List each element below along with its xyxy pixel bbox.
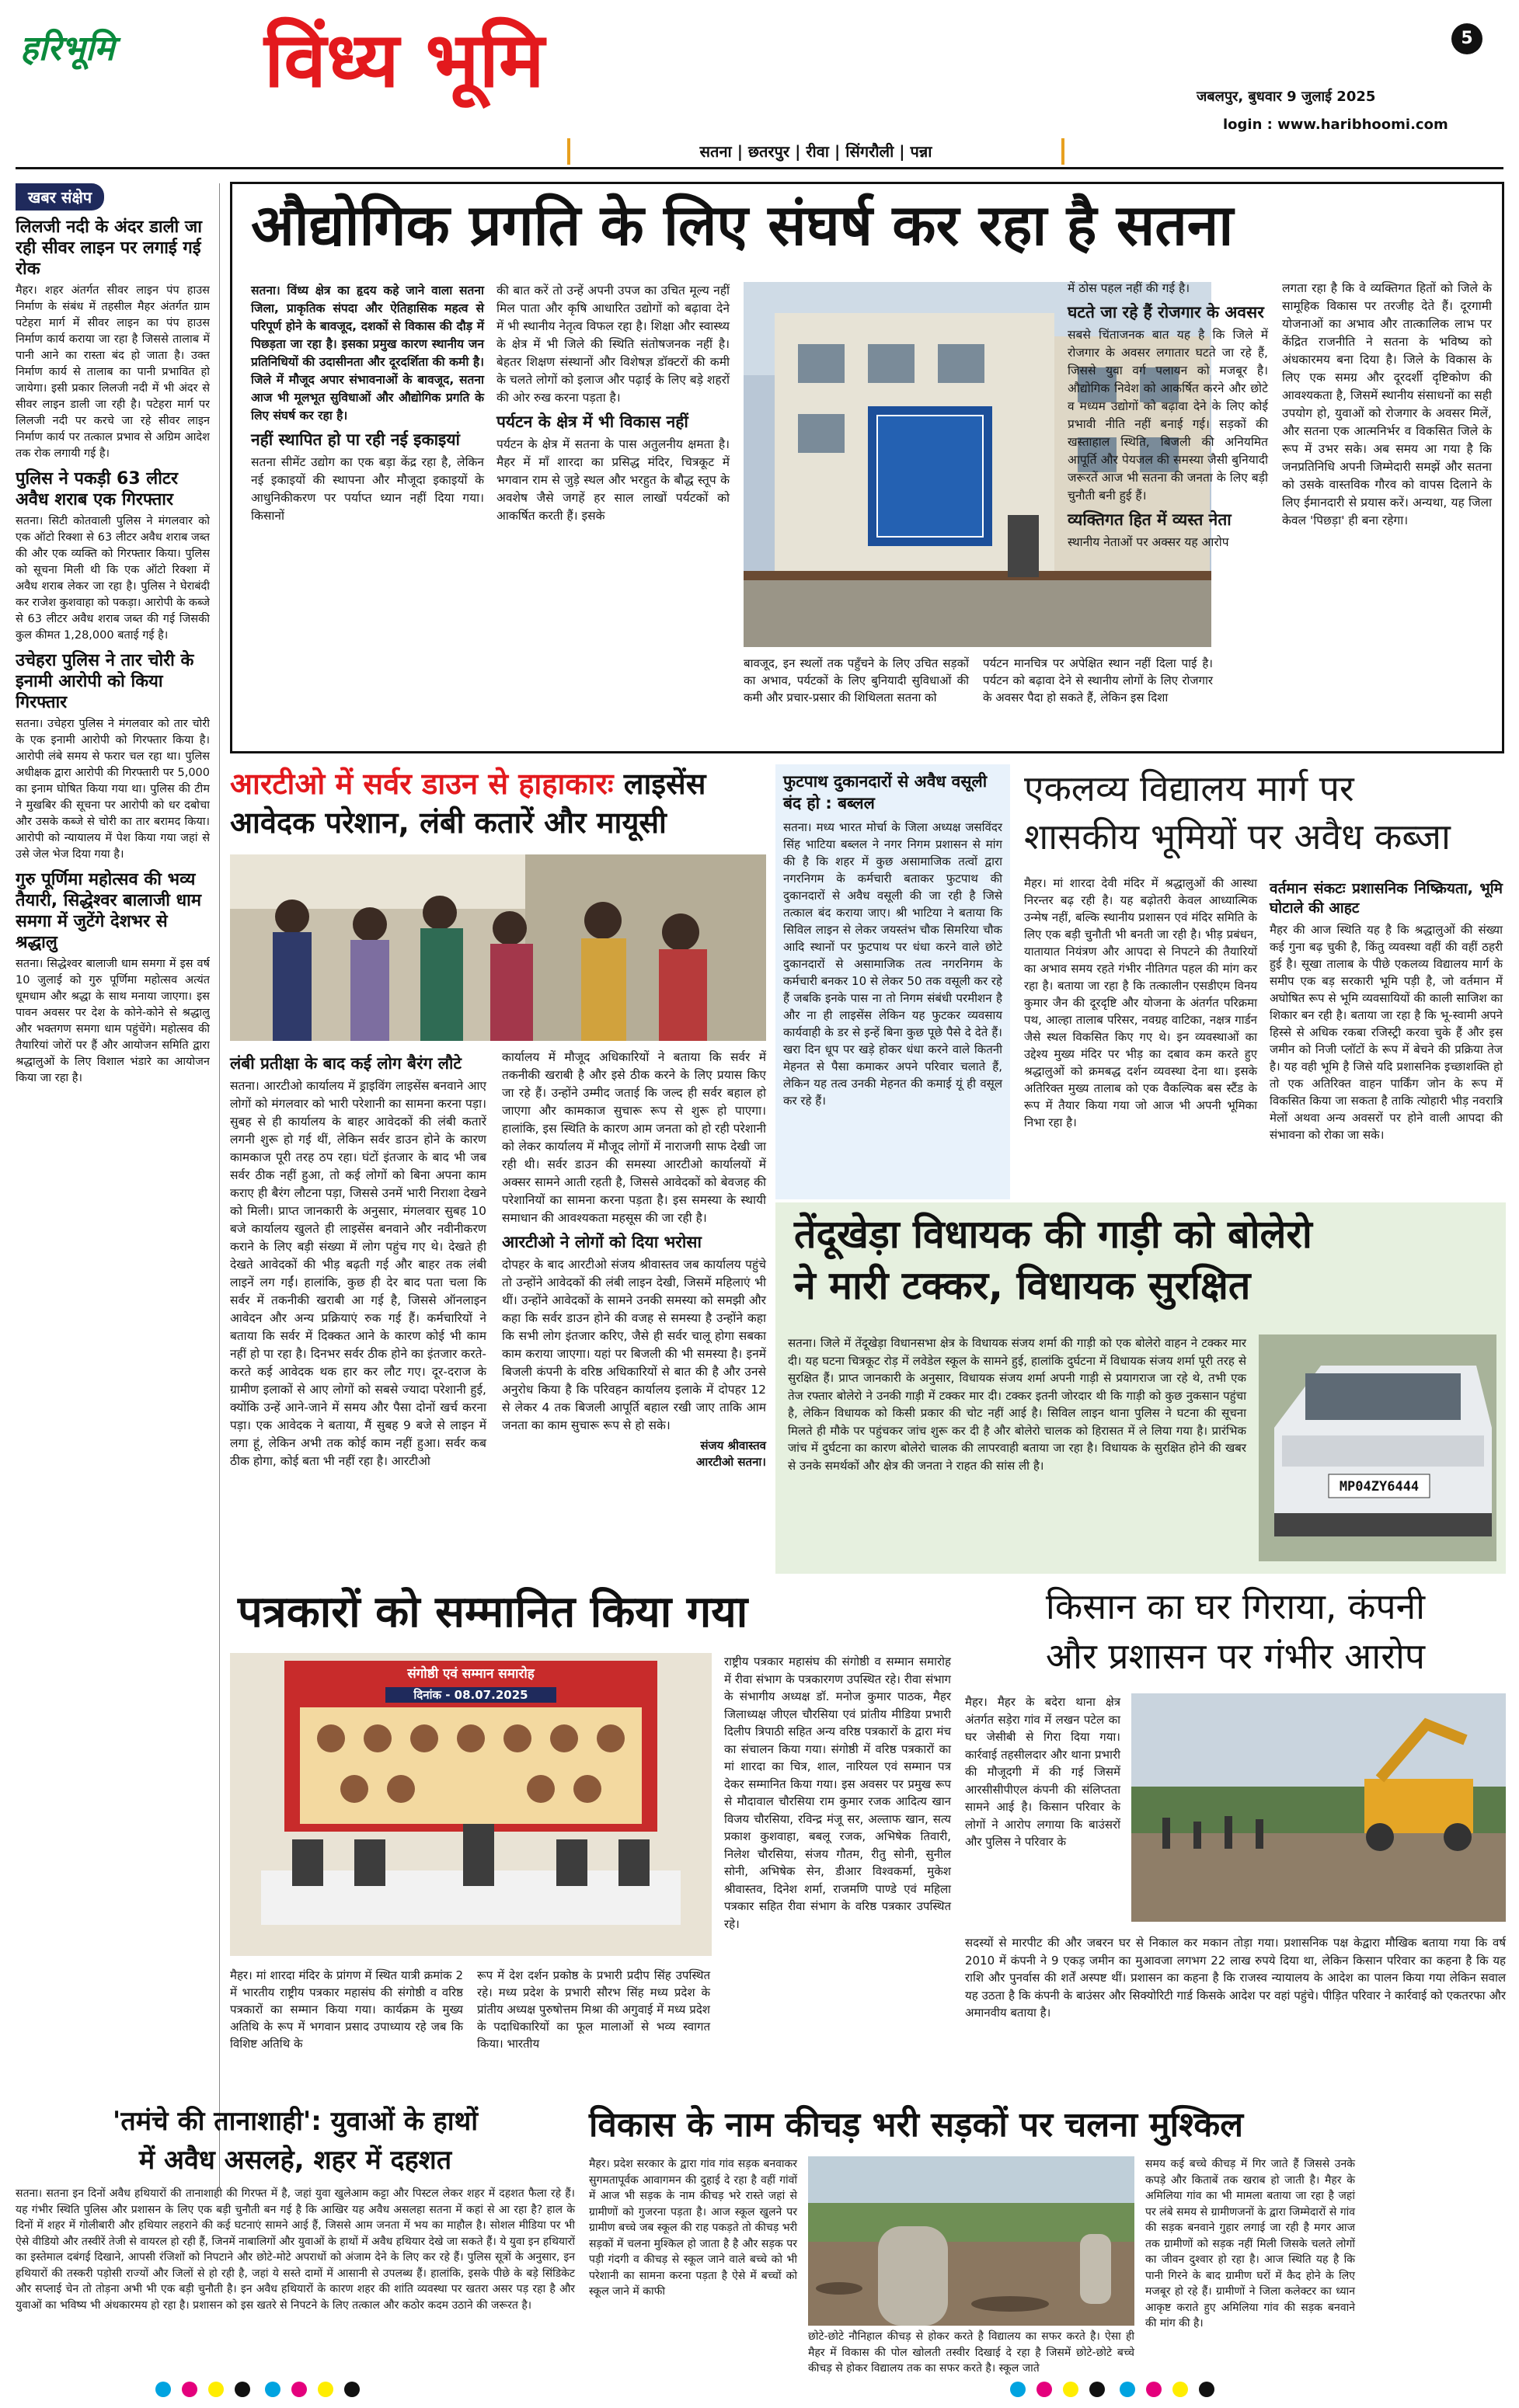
eklavya-headline <box>1024 764 1506 861</box>
rto-sub-1: लंबी प्रतीक्षा के बाद कई लोग बैरंग लौटे <box>230 1054 462 1073</box>
lead-col3b: में ठोस पहल नहीं की गई है। <box>1068 281 1190 295</box>
farmer-col1: मैहर। मैहर के बदेरा थाना क्षेत्र अंतर्गत सड़ेरा गांव में लखन पटेल का घर जेसीबी से गिरा दिया गया। कार्रवाई तहसीलदार और थाना प्रभारी की मौजूदगी में की गई जिसमें आरसीसीपीएल कंपनी की संलिप्तता सामने आई है। किसान परिवार के लोगों ने आरोप लगाया कि बाउंसरों और पुलिस ने परिवार के <box>965 1695 1120 1849</box>
eklavya-col-2 <box>1270 875 1503 1147</box>
road-col-3 <box>1145 2156 1355 2335</box>
rto-headline-black-a: लाइसेंस <box>623 767 706 801</box>
rto-byline-name: संजय श्रीवास्तव <box>700 1439 766 1453</box>
sidebar-divider <box>219 183 220 2187</box>
farmer-headline <box>965 1582 1506 1681</box>
sidebar-item-title: लिलजी नदी के अंदर डाली जा रही सीवर लाइन पर लगाई गई रोक <box>16 217 202 279</box>
lead-photo-caption-b: पर्यटन मानचित्र पर अपेक्षित स्थान नहीं दिला पाई है। पर्यटन को बढ़ावा देने से स्थानीय लोगों के लिए रोजगार के अवसर पैदा हो सकते हैं, लेकिन इस दिशा <box>983 656 1213 705</box>
masthead <box>0 0 1519 172</box>
masthead-rule <box>16 167 1503 169</box>
rto-byline-role: आरटीओ सतना। <box>695 1455 766 1469</box>
eklavya-col1: मैहर। मां शारदा देवी मंदिर में श्रद्धालुओं की आस्था निरन्तर बढ़ रही है। यह बढ़ोतरी केवल आध्यात्मिक उन्मेष नहीं, बल्कि स्थानीय प्रशासन एवं मंदिर समिति के लिए एक बड़ी चुनौती भी बनती जा रही है। भीड़ प्रबंधन, यातायात नियंत्रण और आपदा से निपटने की तैयारियों का अभाव समय रहते गंभीर नीतिगत पहल की मांग कर रहा है। बताया जा रहा है कि तत्कालीन एसडीएम विनय कुमार जैन की दूरदृष्टि और योजना के अंतर्गत परिक्रमा पथ, आल्हा तालाब परिसर, नवग्रह वाटिका, नक्षत्र गार्डन जैसे स्थल विकसित किए गए थे। इन व्यवस्थाओं का उद्देश्य मुख्य मंदिर पर भीड़ का दबाव कम करते हुए श्रद्धालुओं को क्रमबद्ध दर्शन व्यवस्था देना था। इसके अतिरिक्त मुख्य तालाब को एक वैकल्पिक बस स्टैंड के रूप में तैयार किया गया जो आज भी अपनी भूमिका निभा रहा है। <box>1024 876 1257 1129</box>
road-col1: मैहर। प्रदेश सरकार के द्वारा गांव गांव सड़क बनवाकर सुगमतापूर्वक आवागमन की दुहाई दे रहा है वहीं गांवों में आज भी सड़क के नाम कीचड़ भरे रास्ते जहां से ग्रामीणों को गुजरना पड़ता है। आज स्कूल खुलने पर ग्रामीण बच्चे जब स्कूल की राह पकड़ते तो कीचड़ भरी सड़कों में चलना मुश्किल हो जाता है है और सड़क पर पड़ी गंदगी व कीचड़ से स्कूल जाने वाले बच्चे को भी परेशानी का सामना करना पड़ता है ऐसे में बच्चों को स्कूल जाने में काफी <box>589 2158 797 2298</box>
sidebar-item-title: उचेहरा पुलिस ने तार चोरी के इनामी आरोपी को किया गिरफ्तार <box>16 651 194 712</box>
road-col-2 <box>808 2329 1134 2380</box>
mla-headline-a: तेंदूखेड़ा विधायक की गाड़ी को बोलेरो <box>794 1212 1312 1257</box>
rto-sub-2: आरटीओ ने लोगों को दिया भरोसा <box>502 1233 702 1251</box>
footer-print-marks <box>0 2377 1519 2405</box>
sidebar-item-text: मैहर। शहर अंतर्गत सीवर लाइन पंप हाउस निर्माण के संबंध में तहसील मैहर अंतर्गत ग्राम पटेहरा मार्ग में सीवर लाइन का पंप हाउस निर्माण कार्य कराया जा रहा है जिससे तालाब में पानी आने का रास्ता बंद हो जाता है। उक्त निर्माण कार्य से तालाब का पानी प्रभावित हो जायेगा। इसी प्रकार लिलजी नदी में भी अंदर से सीवर लाइन डाली जा रही है। पटेहरा मार्ग पर लिलजी नदी पर करचे जा रहे सीवर लाइन निर्माण कार्य पर तत्काल प्रभाव से अग्रिम आदेश तक रोक लगायी गई है। <box>16 284 210 460</box>
edition-date: जबलपुर, बुधवार 9 जुलाई 2025 <box>1197 89 1376 105</box>
journalists-photo <box>230 1653 712 1956</box>
mla-text: सतना। जिले में तेंदूखेड़ा विधानसभा क्षेत्र के विधायक संजय शर्मा की गाड़ी को एक बोलेरो वाहन ने टक्कर मार दी। यह घटना चित्रकूट रोड़ में लवेडेल स्कूल के सामने हुई, हालांकि दुर्घटना में विधायक संजय शर्मा पूरी तरह से सुरक्षित हैं। प्राप्त जानकारी के अनुसार, विधायक संजय शर्मा अपनी गाड़ी से प्रयागराज जा रहे थे, तभी एक तेज रफ्तार बोलेरो ने उनकी गाड़ी में टक्कर मार दी। टक्कर इतनी जोरदार थी कि गाड़ी को कुछ नुकसान पहुंचा है, लेकिन विधायक को किसी प्रकार की चोट नहीं आई है। सिविल लाइन थाना पुलिस ने घटना की सूचना मिलते ही मौके पर पहुंचकर जांच शुरू कर दी है और बोलेरो चालक को हिरासत में ले लिया गया है। प्रारंभिक जांच में दुर्घटना का कारण बोलेरो चालक की लापरवाही बताया जा रहा है। विधायक के सुरक्षित होने की खबर से उनके समर्थकों और क्षेत्र की जनता ने राहत की सांस ली है। <box>788 1336 1246 1473</box>
gun-headline-a: 'तमंचे की तानाशाही': युवाओं के हाथों <box>112 2106 479 2137</box>
sidebar-label: खबर संक्षेप <box>16 183 104 211</box>
rto-col2b: दोपहर के बाद आरटीओ संजय श्रीवास्तव जब कार्यालय पहुंचे तो उन्होंने आवेदकों की लंबी लाइन देखी, जिसमें महिलाएं भी थीं। उन्होंने आवेदकों के सामने उनकी समस्या को समझी और कहा कि सर्वर डाउन होने की वजह से समस्या है उन्होंने कहा कि सभी लोग इंतजार करिए, जैसे ही सर्वर चालू होगा सबका काम कराया जाएगा। यहां पर बिजली की भी समस्या है। इनमें बिजली कंपनी के वरिष्ठ अधिकारियों से बात की है और उनसे अनुरोध किया है कि परिवहन कार्यालय इलाके में दोपहर 12 से लेकर 4 तक बिजली आपूर्ति बहाल रखी जाए ताकि आम जनता का काम सुचारू रूप से हो सके। <box>502 1258 766 1432</box>
lead-sub-4: व्यक्तिगत हित में व्यस्त नेता <box>1068 510 1232 529</box>
damaged-car-illustration <box>1259 1334 1496 1561</box>
footpath-text: सतना। मध्य भारत मोर्चा के जिला अध्यक्ष जसविंदर सिंह भाटिया बब्लल ने नगर निगम प्रशासन से मांग की है कि शहर में कुछ असामाजिक तत्वों द्वारा नगरनिगम के कर्मचारी बताकर फुटपाथ की दुकानदारों से अवैध वसूली की जा रही है जिसे तत्काल बंद कराया जाए। श्री भाटिया ने बताया कि सिविल लाइन से लेकर जयस्तंभ चौक सिमरिया चौक आदि स्थानों पर फुटपाथ पर धंधा करने वाले छोटे दुकानदारों से असामाजिक तत्व नगरनिगम के कर्मचारी बनकर 10 से लेकर 50 तक वसूली कर रहे हैं जबकि इनके पास ना तो निगम संबंधी परमीशन है और ना ही लाइसेंस लेकिन यह फुटकर व्यवसाय कार्यवाही के डर से इन्हें बिना कुछ पूछे पैसे दे देते हैं। खरा दिन धूप पर खड़े होकर धंधा करने वाले कितनी मेहनत से पैसा कमाकर अपने परिवार चलाते हैं, लेकिन यह तत्व उनकी मेहनत की कमाई यूं ही वसूल कर रहे हैं। <box>783 820 1002 1108</box>
registration-dots-right <box>1010 2382 1225 2400</box>
journalists-col-3 <box>724 1653 951 1936</box>
rto-col2a: कार्यालय में मौजूद अधिकारियों ने बताया कि सर्वर में तकनीकी खराबी है और इसे ठीक करने के लिए प्रयास किए जा रहे हैं। उन्होंने उम्मीद जताई कि जल्द ही सर्वर बहाल हो जाएगा और कामकाज सुचारू रूप से शुरू हो पाएगा। हालांकि, इस स्थिति के कारण आम जनता को हो रही परेशानी को लेकर कार्यालय में मौजूद लोगों में नाराजगी साफ देखी जा रही थी। सर्वर डाउन की समस्या आरटीओ कार्यालयों में अक्सर सामने आती रहती है, जिससे आवेदकों को बेवजह की परेशानियों का सामना करना पड़ता है। इस समस्या के स्थायी समाधान की आवश्यकता महसूस की जा रही है। <box>502 1050 766 1225</box>
farmer-story <box>965 1582 1506 2094</box>
farmer-photo <box>1131 1693 1506 1922</box>
lead-sub-2: पर्यटन के क्षेत्र में भी विकास नहीं <box>496 412 688 431</box>
sidebar-item-text: सतना। सिद्धेश्वर बालाजी धाम समगा में इस वर्ष 10 जुलाई को गुरु पूर्णिमा महोत्सव अत्यंत धूमधाम और श्रद्धा के साथ मनाया जाएगा। इस पावन अवसर पर देश के कोने-कोने से श्रद्धालु और भक्तगण समगा धाम पहुंचेंगे। महोत्सव की तैयारियां जोरों पर हैं और आयोजन समिति द्वारा श्रद्धालुओं के लिए विशाल भंडारे का आयोजन किया जा रहा है। <box>16 958 210 1084</box>
farmer-headline-a: किसान का घर गिराया, कंपनी <box>1045 1585 1426 1627</box>
sidebar-item-title: गुरु पूर्णिमा महोत्सव की भव्य तैयारी, सिद्धेश्वर बालाजी धाम समगा में जुटेंगे देशभर से श्रद्धालु <box>16 870 202 952</box>
lead-col3d: स्थानीय नेताओं पर अक्सर यह आरोप <box>1068 535 1229 549</box>
lead-col2b: पर्यटन के क्षेत्र में सतना के पास अतुलनीय क्षमता है। मैहर में माँ शारदा का प्रसिद्ध मंदिर, चित्रकूट में भगवान राम से जुड़े स्थल और भरहुत के बौद्ध स्तूप के अवशेष जैसे जगहें हर साल लाखों पर्यटकों को आकर्षित करती हैं। इसके <box>496 437 730 523</box>
eklavya-col2: मैहर की आज स्थिति यह है कि श्रद्धालुओं की संख्या कई गुना बढ़ चुकी है, किंतु व्यवस्था वहीं की वहीं ठहरी हुई है। सूखा तालाब के पीछे एकलव्य विद्यालय मार्ग के समीप एक बड़ सरकारी भूमि पड़ी है, जो वर्तमान में अघोषित रूप से भूमि व्यवसायियों की काली साजिश का शिकार बन रही है। बताया जा रहा है कि भू-स्वामी अपने हिस्से से अधिक रकबा रजिस्ट्री करवा चुके हैं और इस जमीन को निजी प्लॉटों के रूप में बेचने की प्रक्रिया तेज है। यह वही भूमि है जिसे यदि प्रशासनिक इच्छाशक्ति हो तो एक अतिरिक्त वाहन पार्किंग जोन के रूप में विकसित किया जा सकता है ताकि त्योहारी भीड़ नवरात्रि मेलों अथवा अन्य अवसरों पर होने वाली आपदा की संभावना को रोका जा सके। <box>1270 923 1503 1142</box>
journalists-col-2 <box>477 1967 710 2055</box>
road-story <box>589 2102 1506 2375</box>
farmer-headline-b: और प्रशासन पर गंभीर आरोप <box>1045 1635 1426 1677</box>
number-plate: MP04ZY6444 <box>1339 1479 1420 1495</box>
farmer-col-1 <box>965 1693 1120 1854</box>
road-col2: छोटे-छोटे नौनिहाल कीचड़ से होकर करते है विद्यालय का सफर करते है। ऐसा ही मैहर में विकास की पोल खोलती तस्वीर दिखाई दे रहा है जिसमें छोटे-छोटे बच्चे कीचड़ से होकर विद्यालय तक का सफर करते है। स्कूल जाते <box>808 2330 1134 2375</box>
road-headline: विकास के नाम कीचड़ भरी सड़कों पर चलना मुश्किल <box>589 2105 1244 2145</box>
mla-headline-b: ने मारी टक्कर, विधायक सुरक्षित <box>794 1263 1251 1308</box>
footpath-story-box <box>775 764 1010 1199</box>
lead-col-3b <box>1068 280 1268 555</box>
rto-headline-red: आरटीओ में सर्वर डाउन से हाहाकारः <box>230 767 614 801</box>
district-bar <box>567 138 1064 165</box>
demolition-illustration <box>1131 1693 1506 1922</box>
rto-col-2 <box>502 1049 766 1470</box>
journalists-story <box>230 1582 953 2094</box>
lead-col1-text: सतना सीमेंट उद्योग का एक बड़ा केंद्र रहा है, लेकिन नई इकाइयों की स्थापना और मौजूदा इकाइयों के आधुनिकीकरण पर पर्याप्त ध्यान नहीं दिया गया। किसानों <box>251 455 484 523</box>
lead-col4: लगता रहा है कि वे व्यक्तिगत हितों को जिले के सामूहिक विकास पर तरजीह देते हैं। दूरगामी योजनाओं का अभाव और तात्कालिक लाभ पर केंद्रित राजनीति ने सतना के भविष्य को अंधकारमय बना दिया है। जिले के विकास के लिए एक समग्र और दूरदर्शी दृष्टिकोण की आवश्यकता है, जिसमें स्थानीय संसाधनों का सही उपयोग हो, युवाओं को रोजगार के अवसर मिलें, और सतना एक आत्मनिर्भर व विकसित जिले के रूप में उभर सके। अब समय आ गया है कि जनप्रतिनिधि अपनी जिम्मेदारी समझें और सतना को उसके वास्तविक गौरव को वापस दिलाने के लिए ईमानदारी से प्रयास करें। अन्यथा, यह जिला केवल 'पिछड़ा' ही बना रहेगा। <box>1282 281 1492 527</box>
road-photo <box>808 2156 1134 2326</box>
gun-headline-b: में अवैध असलहे, शहर में दहशत <box>138 2145 452 2176</box>
eklavya-headline-a: एकलव्य विद्यालय मार्ग पर <box>1024 767 1354 809</box>
mla-photo <box>1259 1334 1496 1561</box>
footpath-headline: फुटपाथ दुकानदारों से अवैध वसूली बंद हो : बब्लल <box>783 772 988 813</box>
journalists-col2: रूप में देश दर्शन प्रकोष्ठ के प्रभारी प्रदीप सिंह उपस्थित रहे। मध्य प्रदेश के प्रभारी सौरभ सिंह मध्य प्रदेश के प्रांतीय अध्यक्ष पुरुषोत्तम मिश्रा की अगुवाई में मध्य प्रदेश के पदाधिकारियों का फूल मालाओं से भव्य स्वागत किया। भारतीय <box>477 1968 710 2051</box>
news-brief-sidebar <box>16 183 210 2187</box>
login-url[interactable]: login : www.haribhoomi.com <box>1223 117 1448 133</box>
banner-title: संगोष्ठी एवं सम्मान समारोह <box>407 1666 535 1682</box>
rto-col1-text: सतना। आरटीओ कार्यालय में ड्राइविंग लाइसेंस बनवाने आए लोगों को मंगलवार को भारी परेशानी का सामना करना पड़ा। सुबह से ही कार्यालय के बाहर आवेदकों की लंबी कतारें लगनी शुरू हो गई थीं, लेकिन सर्वर डाउन होने के कारण कामकाज पूरी तरह ठप रहा। घंटों इंतजार के बाद भी जब सर्वर ठीक नहीं हुआ, तो कई लोगों को बिना अपना काम कराए ही बैरंग लौटना पड़ा, जिससे उनमें भारी निराशा देखने को मिली। प्राप्त जानकारी के अनुसार, मंगलवार सुबह 10 बजे कार्यालय खुलते ही लाइसेंस बनवाने और नवीनीकरण कराने के लिए बड़ी संख्या में लोग पहुंच गए थे। देखते ही देखते आवेदकों की भीड़ बढ़ती गई और बाहर तक लंबी लाइनें लग गईं। हालांकि, कुछ ही देर बाद पता चला कि सर्वर में तकनीकी खराबी आ गई है, जिससे ऑनलाइन आवेदन और अन्य प्रक्रियाएं रुक गई हैं। कर्मचारियों ने बताया कि सर्वर में दिक्कत आने के कारण कोई भी काम नहीं हो पा रहा है। दिनभर सर्वर ठीक होने का इंतजार करते-करते कई आवेदक थक हार कर लौट गए। दूर-दराज के ग्रामीण इलाकों से आए लोगों को सबसे ज्यादा परेशानी हुई, क्योंकि उन्हें आने-जाने में समय और पैसा दोनों खर्च करना पड़ा। एक आवेदक ने बताया, मैं सुबह 9 बजे से लाइन में लगा हूं, लेकिन अभी तक कोई काम नहीं हुआ। सर्वर कब ठीक होगा, कोई बता भी नहीं रहा है। आरटीओ <box>230 1079 486 1468</box>
page-number: 5 <box>1451 23 1482 54</box>
sidebar-item-title: पुलिस ने पकड़ी 63 लीटर अवैध शराब एक गिरफ्तार <box>16 469 179 510</box>
rto-col-1 <box>230 1049 486 1474</box>
lead-col3c: सबसे चिंताजनक बात यह है कि जिले में रोजगार के अवसर लगातार घटते जा रहे हैं, जिससे युवा वर्ग पलायन को मजबूर है। औद्योगिक निवेश को आकर्षित करने और छोटे व मध्यम उद्योगों को बढ़ावा देने के लिए कोई प्रभावी नीति नहीं बनाई गई। सड़कों की खस्ताहाल स्थिति, बिजली की अनियमित आपूर्ति और पेयजल की समस्या जैसी बुनियादी जरूरतें आज भी सतना की जनता के लिए बड़ी चुनौती बनी हुई हैं। <box>1068 328 1268 503</box>
road-col-1 <box>589 2156 797 2303</box>
registration-dots-left <box>155 2382 371 2400</box>
lead-headline: औद्योगिक प्रगति के लिए संघर्ष कर रहा है सतना <box>251 193 1234 259</box>
lead-sub-3: घटते जा रहे हैं रोजगार के अवसर <box>1068 303 1264 322</box>
road-col3: समय कई बच्चे कीचड़ में गिर जाते हैं जिससे उनके कपड़े और किताबें तक खराब हो जाती है। मैहर के अमिलिया गांव का भी मामला बताया जा रहा है जहां पर लंबे समय से ग्रामीणजनों के द्वारा जिम्मेदारों से गांव की सड़क बनवाने गुहार लगाई जा रही है मगर आज तक ग्रामीणों को सड़क नहीं मिली जिसके चलते लोगों का जीवन दुश्वार हो रहा है। आज स्थिति यह है कि पानी गिरने के बाद ग्रामीण घरों में कैद होने के लिए मजबूर हो रहे हैं। ग्रामीणों ने जिला कलेक्टर का ध्यान आकृष्ट कराते हुए अमिलिया गांव की सड़क बनवाने की मांग की है। <box>1145 2158 1355 2330</box>
muddy-road-illustration <box>808 2156 1134 2326</box>
rto-photo <box>230 854 766 1041</box>
lead-col-5 <box>1282 280 1492 533</box>
lead-col-2 <box>496 282 730 528</box>
lead-intro: सतना। विंध्य क्षेत्र का हृदय कहे जाने वाला सतना जिला, प्राकृतिक संपदा और ऐतिहासिक महत्व से परिपूर्ण होने के बावजूद, दशकों से विकास की दौड़ में पिछड़ता जा रहा है। इसका प्रमुख कारण स्थानीय जन प्रतिनिधियों की उदासीनता और दूरदर्शिता की कमी है। जिले में मौजूद अपार संभावनाओं के बावजूद, सतना आज भी मूलभूत सुविधाओं और औद्योगिक प्रगति के लिए संघर्ष कर रहा है। <box>251 284 484 423</box>
gun-story <box>16 2102 575 2351</box>
rto-headline-black-b: आवेदक परेशान, लंबी कतारें और मायूसी <box>230 806 667 840</box>
lead-col2a: की बात करें तो उन्हें अपनी उपज का उचित मूल्य नहीं मिल पाता और कृषि आधारित उद्योगों को बढ़ावा देने में भी स्थानीय नेतृत्व विफल रहा है। शिक्षा और स्वास्थ्य के क्षेत्र में भी जिले की स्थिति संतोषजनक नहीं है। बेहतर शिक्षण संस्थानों और विशेषज्ञ डॉक्टरों की कमी के चलते लोगों को इलाज और पढ़ाई के लिए बड़े शहरों की ओर रुख करना पड़ता है। <box>496 284 730 405</box>
lead-sub-1: नहीं स्थापित हो पा रही नई इकाइयां <box>251 430 460 449</box>
sidebar-item-text: सतना। सिटी कोतवाली पुलिस ने मंगलवार को एक ऑटो रिक्शा से 63 लीटर अवैध शराब जब्त की और एक व्यक्ति को गिरफ्तार किया। पुलिस को सूचना मिली थी कि एक ऑटो रिक्शा में अवैध शराब लेकर जा रहा है। पुलिस ने घेराबंदी कर राजेश कुशवाहा को पकड़ा। आरोपी के कब्जे से 63 लीटर अवैध शराब जब्त की गई जिसकी कुल कीमत 1,28,000 बताई गई है। <box>16 515 210 642</box>
eklavya-col-1 <box>1024 875 1257 1134</box>
brand-logo: हरिभूमि <box>20 29 115 68</box>
rto-headline <box>230 764 766 842</box>
rto-byline <box>502 1438 766 1470</box>
eklavya-headline-b: शासकीय भूमियों पर अवैध कब्जा <box>1024 816 1451 858</box>
section-title: विंध्य भूमि <box>264 16 545 105</box>
mla-headline <box>794 1209 1312 1311</box>
sidebar-item-text: सतना। उचेहरा पुलिस ने मंगलवार को तार चोरी के एक इनामी आरोपी को गिरफ्तार किया है। आरोपी लंबे समय से फरार चल रहा था। पुलिस अधीक्षक द्वारा आरोपी की गिरफ्तारी पर 5,000 का इनाम घोषित किया गया था। पुलिस की टीम ने मुखबिर की सूचना पर आरोपी को धर दबोचा और उसके कब्जे से चोरी का तार बरामद किया। आरोपी को न्यायालय में पेश किया गया जहां से उसे जेल भेज दिया गया है। <box>16 718 210 861</box>
journalists-col-1 <box>230 1967 463 2055</box>
mla-story-box <box>775 1202 1506 1574</box>
lead-photo-caption-a: बावजूद, इन स्थलों तक पहुँचने के लिए उचित सड़कों का अभाव, पर्यटकों के लिए बुनियादी सुविधाओं की कमी और प्रचार-प्रसार की शिथिलता सतना को <box>744 656 969 705</box>
journalists-headline: पत्रकारों को सम्मानित किया गया <box>238 1587 748 1637</box>
district-list: सतना | छतरपुर | रीवा | सिंगरौली | पन्ना <box>699 142 932 161</box>
eklavya-sub: वर्तमान संकटः प्रशासनिक निष्क्रियता, भूमि घोटाले की आहट <box>1270 880 1503 917</box>
banner-date: दिनांक - 08.07.2025 <box>385 1687 556 1703</box>
gun-headline <box>16 2102 575 2180</box>
journalists-col3: राष्ट्रीय पत्रकार महासंघ की संगोष्ठी व सम्मान समारोह में रीवा संभाग के पत्रकारगण उपस्थित रहे। रीवा संभाग के संभागीय अध्यक्ष डॉ. मनोज कुमार पाठक, मैहर जिलाध्यक्ष जीएल चौरसिया एवं प्रांतीय मीडिया प्रभारी दिलीप त्रिपाठी सहित अन्य वरिष्ठ पत्रकारों के द्वारा मंच का संचालन किया गया। संगोष्ठी में वरिष्ठ पत्रकारों का मां शारदा का चित्र, शाल, नारियल एवं सम्मान पत्र देकर सम्मानित किया गया। इस अवसर पर प्रमुख रूप से मौदावाल चौरसिया राम कुमार रजक आदित्य खान विजय चौरसिया, रविन्द्र मंजू सर, अल्ताफ खान, सत्य प्रकाश कुशवाहा, बबलू रजक, अभिषेक तिवारी, निलेश चौरसिया, संजय गौतम, रीतु सोनी, सुनील सोनी, अभिषेक सेन, डीआर विश्वकर्मा, मुकेश श्रीवास्तव, दिनेश शर्मा, राजमणि पाण्डे एवं महिला पत्रकार सहित रीवा संभाग के वरिष्ठ पत्रकार उपस्थित रहे। <box>724 1655 951 1931</box>
farmer-col2: सदस्यों से मारपीट की और जबरन घर से निकाल कर मकान तोड़ा गया। प्रशासनिक पक्ष केद्वारा मौखिक बताया गया कि वर्ष 2010 में कंपनी ने 9 एकड़ जमीन का मुआवजा लगभग 22 लाख रुपये दिया था, लेकिन किसान परिवार का कहना है कि यह राशि और पुनर्वास की शर्तें अस्पष्ट थीं। प्रशासन का कहना है कि राजस्व न्यायालय के आदेश का पालन किया गया लेकिन सवाल यह उठता है कि कंपनी के बाउंसर और सिक्योरिटी गार्ड किसके आदेश पर वहां पहुंचे। पीड़ित परिवार ने कार्रवाई को एकतरफा और अमानवीय बताया है। <box>965 1936 1506 2020</box>
lead-col-1 <box>251 282 484 528</box>
rto-queue-illustration <box>230 854 766 1041</box>
gun-text: सतना। सतना इन दिनों अवैध हथियारों की तानाशाही की गिरफ्त में है, जहां युवा खुलेआम कट्टा और पिस्टल लेकर शहर में दहशत फैला रहे हैं। यह गंभीर स्थिति पुलिस और प्रशासन के लिए एक बड़ी चुनौती बन गई है कि आखिर यह अवैध असलहा सतना में कहां से आ रहा है? हाल के दिनों में शहर में गोलीबारी और हथियार लहराने की कई घटनाएं सामने आई हैं, जिससे आम जनता में भय का माहौल है। सोशल मीडिया पर भी ऐसे वीडियो और तस्वीरें तेजी से वायरल हो रही हैं, जिनमें नाबालिगों और युवाओं के हाथों में अवैध हथियार देखे जा सकते हैं। ये युवा इन हथियारों का इस्तेमाल दबंगई दिखाने, आपसी रंजिशों को निपटाने और छोटे-मोटे अपराधों को अंजाम देने के लिए कर रहे हैं। पुलिस सूत्रों के अनुसार, इन हथियारों की तस्करी पड़ोसी राज्यों और जिलों से हो रही है, जहां ये सस्ते दामों में आसानी से उपलब्ध हैं। हालांकि, इसके पीछे के बड़े सिंडिकेट और सप्लाई चेन तो तोड़ना अभी भी एक बड़ी चुनौती है। इन अवैध हथियारों के कारण शहर की शांति व्यवस्था पर खतरा असर पड़ रहा है और युवाओं का भविष्य भी अंधकारमय हो रहा है। प्रशासन को इस खतरे से निपटने के लिए तत्काल और कठोर कदम उठाने की जरूरत है। <box>16 2187 575 2312</box>
journalists-col1: मैहर। मां शारदा मंदिर के प्रांगण में स्थित यात्री क्रमांक 2 में भारतीय राष्ट्रीय पत्रकार महासंघ की संगोष्ठी व वरिष्ठ पत्रकारों का सम्मान किया गया। कार्यक्रम के मुख्य अतिथि के रूप में भगवान प्रसाद उपाध्याय रहे जब कि विशिष्ट अतिथि के <box>230 1968 463 2051</box>
